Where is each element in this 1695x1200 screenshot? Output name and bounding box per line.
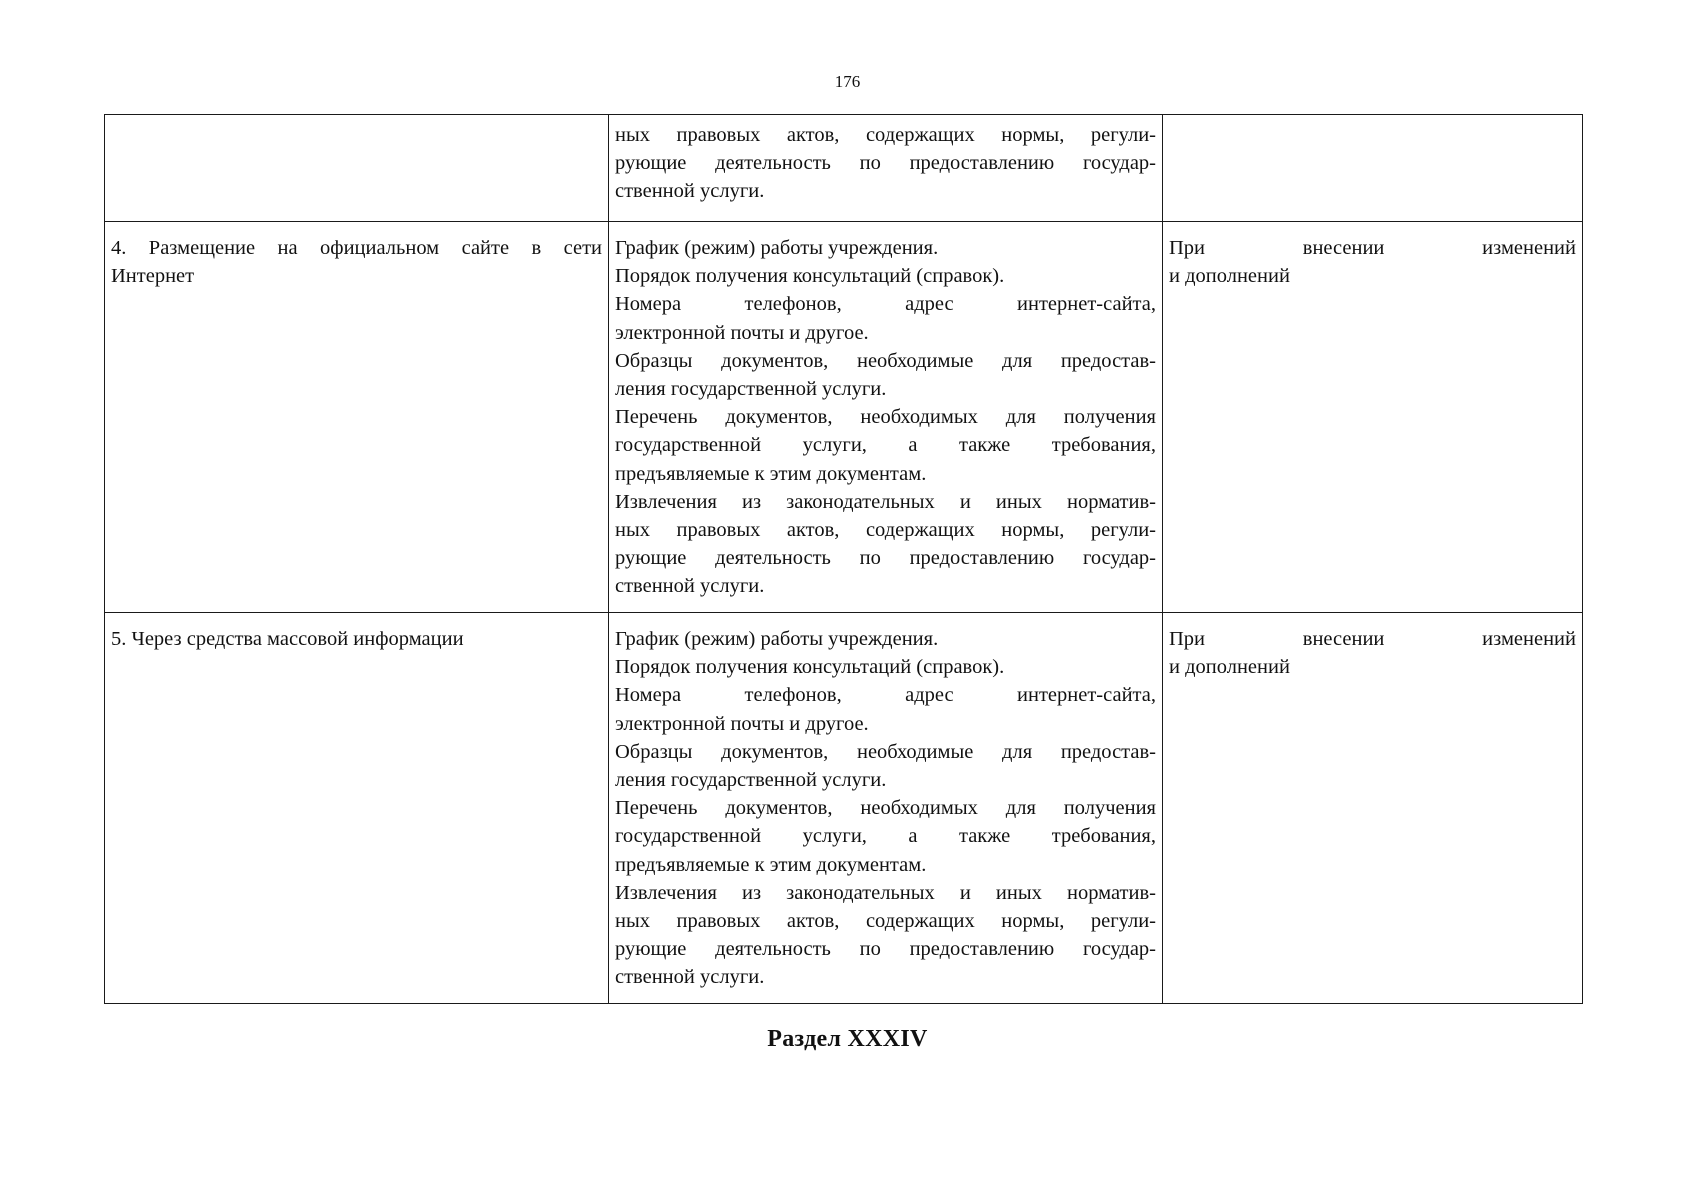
text-line: ных правовых актов, содержащих нормы, регули- — [615, 124, 1156, 146]
content-cell — [609, 613, 1163, 1004]
text-line: рующие деятельность по предоставлению государ- — [615, 152, 1156, 175]
text-line: ления государственной услуги. — [615, 378, 887, 401]
text-line: ных правовых актов, содержащих нормы, регули- — [615, 910, 1156, 933]
text-line: рующие деятельность по предоставлению государ- — [615, 938, 1156, 961]
text-line: Перечень документов, необходимых для получения — [615, 797, 1156, 820]
method-cell — [105, 613, 609, 1004]
page-number: 176 — [834, 72, 861, 91]
text-line: Извлечения из законодательных и иных норматив- — [615, 881, 1156, 904]
text-line: Номера телефонов, адрес интернет-сайта, — [615, 293, 1156, 316]
text-line: График (режим) работы учреждения. — [615, 237, 939, 259]
text-line: При внесении изменений — [1169, 237, 1576, 259]
text-line: ственной услуги. — [615, 966, 765, 989]
text-line: Извлечения из законодательных и иных норматив- — [615, 490, 1156, 513]
text-line: ных правовых актов, содержащих нормы, регули- — [615, 519, 1156, 542]
text-line: Образцы документов, необходимые для предостав- — [615, 740, 1156, 763]
text-line: ственной услуги. — [615, 180, 765, 203]
method-cell — [105, 222, 609, 613]
text-line: Порядок получения консультаций (справок). — [615, 656, 1005, 679]
text-line: 5. Через средства массовой информации — [111, 628, 464, 650]
table-row — [105, 222, 1583, 613]
text-line: Перечень документов, необходимых для получения — [615, 406, 1156, 429]
text-line: ления государственной услуги. — [615, 769, 887, 792]
section-title: Раздел XXXIV — [767, 1026, 928, 1052]
text-line: государственной услуги, а также требования, — [615, 825, 1156, 848]
content-cell — [609, 115, 1163, 222]
info-table — [104, 114, 1583, 1004]
text-line: предъявляемые к этим документам. — [615, 853, 927, 876]
text-line: и дополнений — [1169, 265, 1290, 288]
period-cell — [1163, 613, 1583, 1004]
content-cell — [609, 222, 1163, 613]
text-line: Порядок получения консультаций (справок). — [615, 265, 1005, 288]
period-cell — [1163, 222, 1583, 613]
text-line: Образцы документов, необходимые для предостав- — [615, 349, 1156, 372]
text-line: Интернет — [111, 265, 195, 288]
method-cell — [105, 115, 609, 222]
text-line: рующие деятельность по предоставлению государ- — [615, 547, 1156, 570]
text-line: государственной услуги, а также требования, — [615, 434, 1156, 457]
text-line: и дополнений — [1169, 656, 1290, 679]
text-line: предъявляемые к этим документам. — [615, 462, 927, 485]
text-line: 4. Размещение на официальном сайте в сети — [111, 237, 602, 259]
text-line: электронной почты и другое. — [615, 321, 869, 344]
text-line: Номера телефонов, адрес интернет-сайта, — [615, 684, 1156, 707]
table-row — [105, 613, 1583, 1004]
period-cell — [1163, 115, 1583, 222]
text-line: ственной услуги. — [615, 575, 765, 598]
text-line: электронной почты и другое. — [615, 712, 869, 735]
text-line: При внесении изменений — [1169, 628, 1576, 650]
text-line: График (режим) работы учреждения. — [615, 628, 939, 650]
table-row — [105, 115, 1583, 222]
